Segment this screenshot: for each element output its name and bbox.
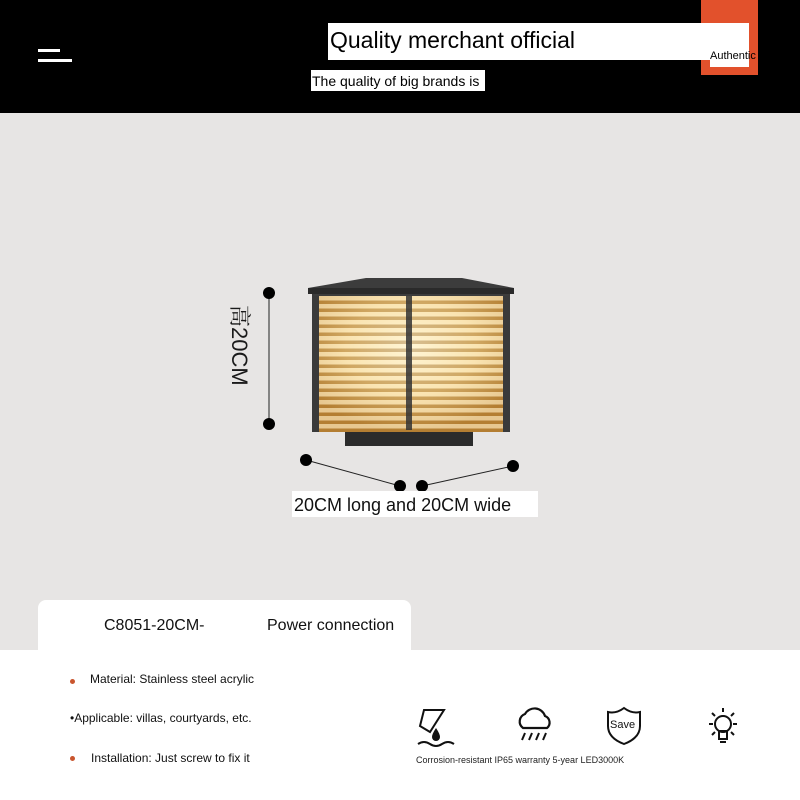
height-dot-bottom (263, 418, 275, 430)
page-subtitle: The quality of big brands is (312, 73, 480, 89)
bullet-material (70, 679, 75, 684)
corrosion-resistant-icon (414, 706, 456, 748)
spec-installation: Installation: Just screw to fix it (91, 751, 250, 765)
lamp-post-middle (406, 294, 412, 430)
length-dimension-line (306, 460, 400, 486)
height-dot-top (263, 287, 275, 299)
page-title: Quality merchant official (330, 27, 576, 53)
length-dot-left (300, 454, 312, 466)
rain-waterproof-icon (513, 706, 555, 746)
model-number: C8051-20CM- (104, 617, 205, 634)
authentic-badge: Authentic (710, 50, 756, 62)
size-label: 20CM long and 20CM wide (294, 495, 512, 515)
features-caption: Corrosion-resistant IP65 warranty 5-year LED3000K (416, 755, 625, 765)
light-bulb-icon (703, 706, 743, 748)
save-label: Save (610, 719, 636, 731)
spec-material: Material: Stainless steel acrylic (90, 672, 255, 686)
lamp-post-right (503, 292, 510, 432)
width-dimension-line (422, 466, 513, 486)
power-connection: Power connection (267, 617, 395, 634)
bullet-installation (70, 756, 75, 761)
width-dot-right (507, 460, 519, 472)
lamp-post-left (312, 292, 319, 432)
spec-applicable: •Applicable: villas, courtyards, etc. (70, 711, 252, 725)
height-label: 高20CM (227, 305, 252, 386)
